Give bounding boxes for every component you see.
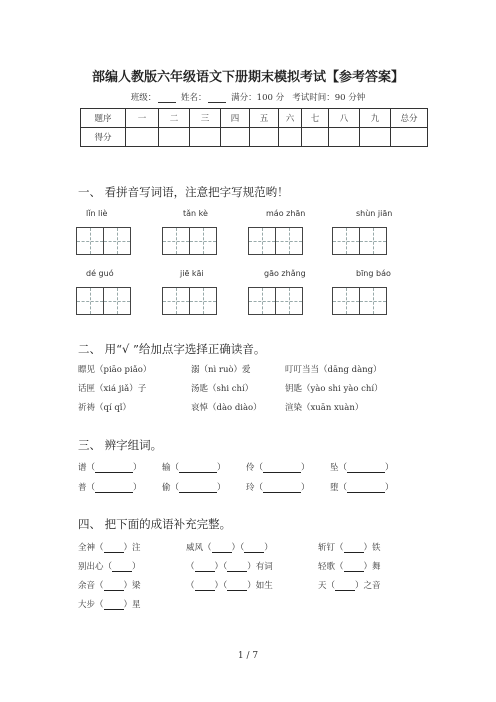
word-char: 谱（: [78, 463, 96, 473]
section-2-heading: 二、 用“√ ”给加点字选择正确读音。: [78, 342, 266, 356]
idiom-text: 全神（: [78, 543, 104, 553]
answer-blank[interactable]: [344, 562, 364, 572]
pinyin-2: tǎn kè: [183, 209, 208, 218]
idiom-text: ）（: [214, 581, 228, 591]
reading-item: 叮叮当当（dāng dàng）: [285, 365, 382, 375]
answer-blank[interactable]: [344, 543, 364, 553]
score-input[interactable]: [221, 128, 250, 147]
answer-blank[interactable]: [195, 562, 215, 572]
grid-cell[interactable]: [162, 287, 190, 315]
section-3-heading: 三、 辨字组词。: [78, 438, 163, 452]
answer-blank[interactable]: [95, 483, 133, 493]
idiom-item: [78, 579, 141, 591]
answer-blank[interactable]: [179, 483, 217, 493]
answer-blank[interactable]: [263, 483, 301, 493]
score-input[interactable]: [159, 128, 190, 147]
answer-blank[interactable]: [104, 543, 124, 553]
idiom-item: [186, 560, 273, 572]
idiom-text: 别出心（: [78, 562, 113, 572]
word-char: 普（: [78, 483, 96, 493]
full-score: 满分：100 分: [231, 93, 285, 103]
word-char: 输（: [162, 463, 180, 473]
idiom-text: ）舞: [363, 562, 381, 572]
idiom-text: ）: [264, 543, 273, 553]
reading-item: 话匣（xiá jiǎ）子: [78, 384, 147, 394]
grid-cell[interactable]: [332, 227, 360, 255]
reading-item: 溺（nì ruò）爱: [191, 365, 251, 375]
word-item: [78, 461, 142, 473]
score-cell: 八: [329, 109, 360, 128]
idiom-text: ）: [132, 562, 141, 572]
pinyin-8: bīng báo: [356, 269, 391, 278]
page-number: 1 / 7: [237, 651, 259, 661]
class-blank: [158, 93, 176, 103]
idiom-text: ）之音: [355, 581, 381, 591]
score-input[interactable]: [250, 128, 279, 147]
grid-cell[interactable]: [103, 227, 131, 255]
word-item: [330, 481, 394, 493]
grid-cell[interactable]: [275, 227, 303, 255]
idiom-item: [78, 598, 141, 610]
score-input[interactable]: [302, 128, 329, 147]
word-item: [162, 481, 226, 493]
score-input[interactable]: [391, 128, 428, 147]
score-cell: 七: [302, 109, 329, 128]
idiom-item: [186, 579, 273, 591]
answer-blank[interactable]: [244, 543, 264, 553]
idiom-text: 余音（: [78, 581, 104, 591]
score-value-row: [81, 128, 428, 147]
word-item: [246, 461, 310, 473]
score-cell: 题序: [81, 109, 126, 128]
page-title: 部编人教版六年级语文下册期末模拟考试【参考答案】: [91, 70, 404, 85]
name-blank: [208, 93, 226, 103]
answer-blank[interactable]: [347, 483, 385, 493]
reading-item: 哀悼（dào diào）: [191, 403, 262, 413]
word-item: [162, 461, 226, 473]
grid-cell[interactable]: [248, 287, 276, 315]
idiom-text: 轻歌（: [318, 562, 344, 572]
idiom-item: [318, 560, 381, 572]
pinyin-1: lǐn liè: [86, 209, 108, 218]
score-cell: 三: [190, 109, 221, 128]
exam-info: [0, 91, 496, 103]
grid-cell[interactable]: [76, 227, 104, 255]
pinyin-5: dé guó: [86, 269, 114, 278]
word-item: [246, 481, 310, 493]
score-cell: 五: [250, 109, 279, 128]
pinyin-7: gāo zhǎng: [264, 269, 306, 278]
score-input[interactable]: [329, 128, 360, 147]
writing-grid[interactable]: [248, 227, 302, 255]
word-close: ）: [133, 483, 142, 493]
answer-blank[interactable]: [263, 463, 301, 473]
idiom-item: [78, 541, 141, 553]
idiom-text: 天（: [318, 581, 336, 591]
score-cell: 得分: [81, 128, 126, 147]
exam-time: 考试时间：90 分钟: [292, 93, 366, 103]
score-cell: 一: [126, 109, 159, 128]
writing-grid[interactable]: [248, 287, 302, 315]
idiom-text: ）注: [123, 543, 141, 553]
reading-item: 钥匙（yào shi yào chí）: [285, 384, 383, 394]
word-char: 堕（: [330, 483, 348, 493]
grid-cell[interactable]: [76, 287, 104, 315]
writing-grid[interactable]: [332, 287, 386, 315]
grid-cell[interactable]: [189, 227, 217, 255]
pinyin-3: máo zhān: [266, 209, 306, 218]
word-item: [78, 481, 142, 493]
score-table: [80, 108, 428, 147]
grid-cell[interactable]: [275, 287, 303, 315]
word-close: ）: [301, 463, 310, 473]
pinyin-4: shùn jiān: [356, 209, 393, 218]
answer-blank[interactable]: [104, 600, 124, 610]
score-cell: 总分: [391, 109, 428, 128]
word-item: [330, 461, 394, 473]
reading-item: 祈祷（qí qǐ）: [78, 403, 132, 413]
word-close: ）: [301, 483, 310, 493]
answer-blank[interactable]: [95, 463, 133, 473]
word-char: 坠（: [330, 463, 348, 473]
score-input[interactable]: [190, 128, 221, 147]
answer-blank[interactable]: [227, 562, 247, 572]
idiom-text: ）梁: [123, 581, 141, 591]
score-cell: 九: [360, 109, 391, 128]
idiom-text: ）如生: [247, 581, 273, 591]
grid-cell[interactable]: [103, 287, 131, 315]
idiom-text: 斩钉（: [318, 543, 344, 553]
idiom-text: （: [186, 562, 195, 572]
idiom-text: ）（: [231, 543, 245, 553]
answer-blank[interactable]: [112, 562, 132, 572]
score-input[interactable]: [360, 128, 391, 147]
word-close: ）: [133, 463, 142, 473]
answer-blank[interactable]: [347, 463, 385, 473]
idiom-text: 大步（: [78, 600, 104, 610]
idiom-item: [78, 560, 141, 572]
writing-grid[interactable]: [76, 287, 130, 315]
grid-cell[interactable]: [189, 287, 217, 315]
idiom-item: [318, 541, 381, 553]
word-char: 伶（: [246, 463, 264, 473]
idiom-text: ）有词: [247, 562, 273, 572]
word-close: ）: [217, 463, 226, 473]
answer-blank[interactable]: [335, 581, 355, 591]
section-1-heading: 一、 看拼音写词语，注意把字写规范哟！: [78, 185, 289, 199]
answer-blank[interactable]: [104, 581, 124, 591]
class-label: 班级：: [130, 93, 157, 103]
writing-grid[interactable]: [76, 227, 130, 255]
reading-item: 汤匙（shi chí）: [191, 384, 254, 394]
pinyin-6: jiē kāi: [180, 269, 204, 278]
reading-item: 渲染（xuān xuàn）: [285, 403, 364, 413]
score-header-row: [81, 109, 428, 128]
idiom-text: ）铁: [363, 543, 381, 553]
score-input[interactable]: [126, 128, 159, 147]
idiom-text: （: [186, 581, 195, 591]
grid-cell[interactable]: [332, 287, 360, 315]
idiom-text: 威风（: [186, 543, 212, 553]
writing-grid[interactable]: [162, 227, 216, 255]
answer-blank[interactable]: [212, 543, 232, 553]
idiom-item: [318, 579, 381, 591]
writing-grid[interactable]: [162, 287, 216, 315]
score-cell: 二: [159, 109, 190, 128]
grid-cell[interactable]: [359, 227, 387, 255]
grid-cell[interactable]: [359, 287, 387, 315]
name-label: 姓名：: [180, 93, 207, 103]
word-char: 偷（: [162, 483, 180, 493]
word-close: ）: [385, 463, 394, 473]
idiom-text: ）（: [214, 562, 228, 572]
writing-grid[interactable]: [332, 227, 386, 255]
grid-cell[interactable]: [162, 227, 190, 255]
word-close: ）: [385, 483, 394, 493]
idiom-item: [186, 541, 273, 553]
score-input[interactable]: [279, 128, 302, 147]
answer-blank[interactable]: [195, 581, 215, 591]
word-close: ）: [217, 483, 226, 493]
grid-cell[interactable]: [248, 227, 276, 255]
idiom-text: ）星: [123, 600, 141, 610]
reading-item: 瞟见（piāo piǎo）: [78, 365, 152, 375]
section-4-heading: 四、 把下面的成语补充完整。: [78, 517, 232, 531]
score-cell: 六: [279, 109, 302, 128]
score-cell: 四: [221, 109, 250, 128]
answer-blank[interactable]: [179, 463, 217, 473]
word-char: 玲（: [246, 483, 264, 493]
answer-blank[interactable]: [227, 581, 247, 591]
